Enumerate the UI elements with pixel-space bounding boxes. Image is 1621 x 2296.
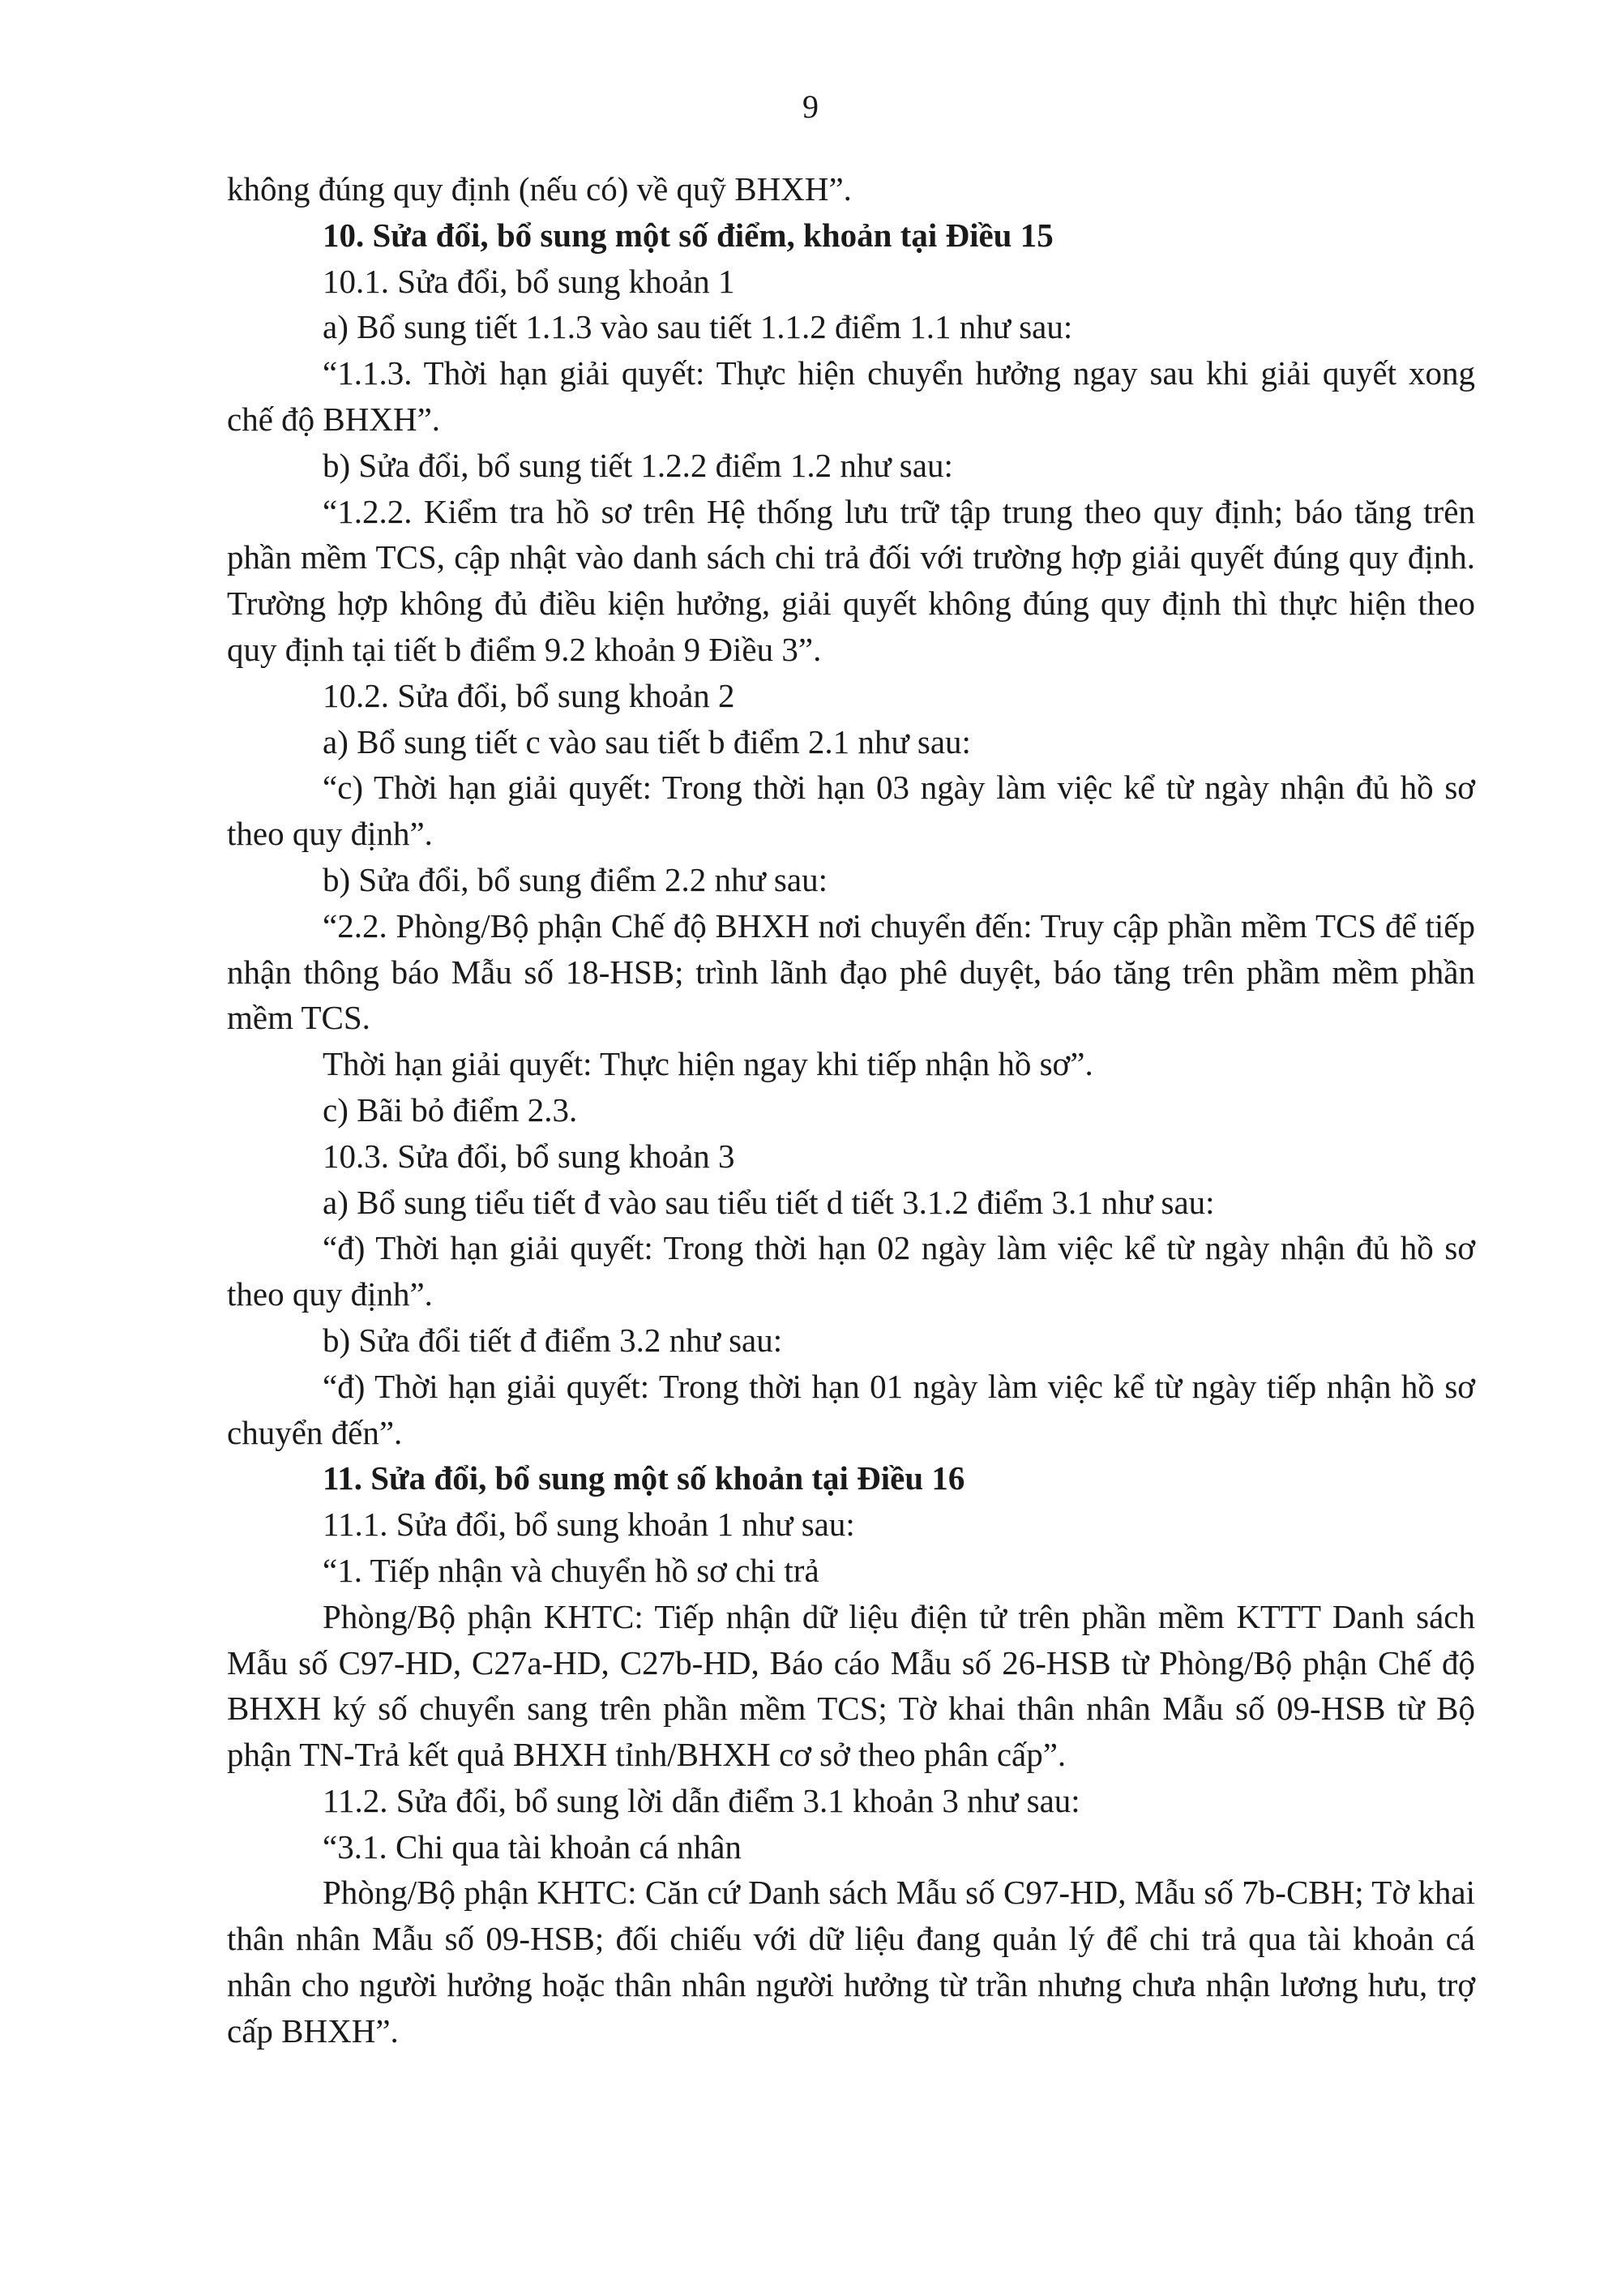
subsection-heading-10-1: 10.1. Sửa đổi, bổ sung khoản 1	[323, 262, 735, 300]
paragraph: “1.2.2. Kiểm tra hồ sơ trên Hệ thống lưu trữ tập trung theo quy định; báo tăng trên phần mềm TCS, cập nhật vào danh sách chi trả đối với trường hợp giải quyết đúng quy định. Trường hợp không đủ điều kiện hưởng, giải quyết không đúng quy định thì thực hiện theo quy định tại tiết b điểm 9.2 khoản 9 Điều 3”.	[227, 492, 1475, 668]
paragraph: b) Sửa đổi, bổ sung tiết 1.2.2 điểm 1.2 như sau:	[323, 446, 953, 484]
subsection-heading-10-2: 10.2. Sửa đổi, bổ sung khoản 2	[323, 676, 735, 714]
paragraph: “đ) Thời hạn giải quyết: Trong thời hạn 02 ngày làm việc kể từ ngày nhận đủ hồ sơ theo quy định”.	[227, 1229, 1475, 1313]
paragraph: c) Bãi bỏ điểm 2.3.	[323, 1090, 578, 1129]
paragraph: Phòng/Bộ phận KHTC: Tiếp nhận dữ liệu điện tử trên phần mềm KTTT Danh sách Mẫu số C97-HD, C27a-HD, C27b-HD, Báo cáo Mẫu số 26-HSB từ Phòng/Bộ phận Chế độ BHXH ký số chuyển sang trên phần mềm TCS; Tờ khai thân nhân Mẫu số 09-HSB từ Bộ phận TN-Trả kết quả BHXH tỉnh/BHXH cơ sở theo phân cấp”.	[227, 1597, 1475, 1774]
page-number: 9	[802, 88, 819, 125]
paragraph: a) Bổ sung tiết 1.1.3 vào sau tiết 1.1.2 điểm 1.1 như sau:	[323, 308, 1073, 346]
section-heading-11: 11. Sửa đổi, bổ sung một số khoản tại Điều 16	[323, 1459, 965, 1497]
paragraph: a) Bổ sung tiết c vào sau tiết b điểm 2.1 như sau:	[323, 722, 971, 760]
paragraph: “2.2. Phòng/Bộ phận Chế độ BHXH nơi chuyển đến: Truy cập phần mềm TCS để tiếp nhận thông báo Mẫu số 18-HSB; trình lãnh đạo phê duyệt, báo tăng trên phầm mềm phần mềm TCS.	[227, 906, 1475, 1037]
paragraph: a) Bổ sung tiểu tiết đ vào sau tiểu tiết d tiết 3.1.2 điểm 3.1 như sau:	[323, 1183, 1215, 1221]
paragraph: “1.1.3. Thời hạn giải quyết: Thực hiện chuyển hưởng ngay sau khi giải quyết xong chế độ BHXH”.	[227, 354, 1475, 438]
paragraph: Phòng/Bộ phận KHTC: Căn cứ Danh sách Mẫu số C97-HD, Mẫu số 7b-CBH; Tờ khai thân nhân Mẫu số 09-HSB; đối chiếu với dữ liệu đang quản lý để chi trả qua tài khoản cá nhân cho người hưởng hoặc thân nhân người hưởng từ trần nhưng chưa nhận lương hưu, trợ cấp BHXH”.	[227, 1874, 1475, 2050]
subsection-heading-10-3: 10.3. Sửa đổi, bổ sung khoản 3	[323, 1137, 735, 1175]
paragraph: Thời hạn giải quyết: Thực hiện ngay khi tiếp nhận hồ sơ”.	[323, 1045, 1093, 1083]
subsection-heading-11-1: 11.1. Sửa đổi, bổ sung khoản 1 như sau:	[323, 1506, 855, 1544]
paragraph: “đ) Thời hạn giải quyết: Trong thời hạn 01 ngày làm việc kể từ ngày tiếp nhận hồ sơ chuyển đến”.	[227, 1367, 1475, 1451]
subsection-heading-11-2: 11.2. Sửa đổi, bổ sung lời dẫn điểm 3.1 khoản 3 như sau:	[323, 1781, 1080, 1819]
document-body	[227, 166, 1475, 2054]
paragraph: b) Sửa đổi, bổ sung điểm 2.2 như sau:	[323, 860, 828, 898]
paragraph: “3.1. Chi qua tài khoản cá nhân	[323, 1827, 742, 1866]
paragraph: b) Sửa đổi tiết đ điểm 3.2 như sau:	[323, 1321, 783, 1359]
paragraph-continuation: không đúng quy định (nếu có) về quỹ BHXH”.	[227, 170, 852, 208]
section-heading-10: 10. Sửa đổi, bổ sung một số điểm, khoản tại Điều 15	[323, 216, 1054, 254]
paragraph: “c) Thời hạn giải quyết: Trong thời hạn 03 ngày làm việc kể từ ngày nhận đủ hồ sơ theo quy định”.	[227, 769, 1475, 853]
paragraph: “1. Tiếp nhận và chuyển hồ sơ chi trả	[323, 1551, 819, 1589]
